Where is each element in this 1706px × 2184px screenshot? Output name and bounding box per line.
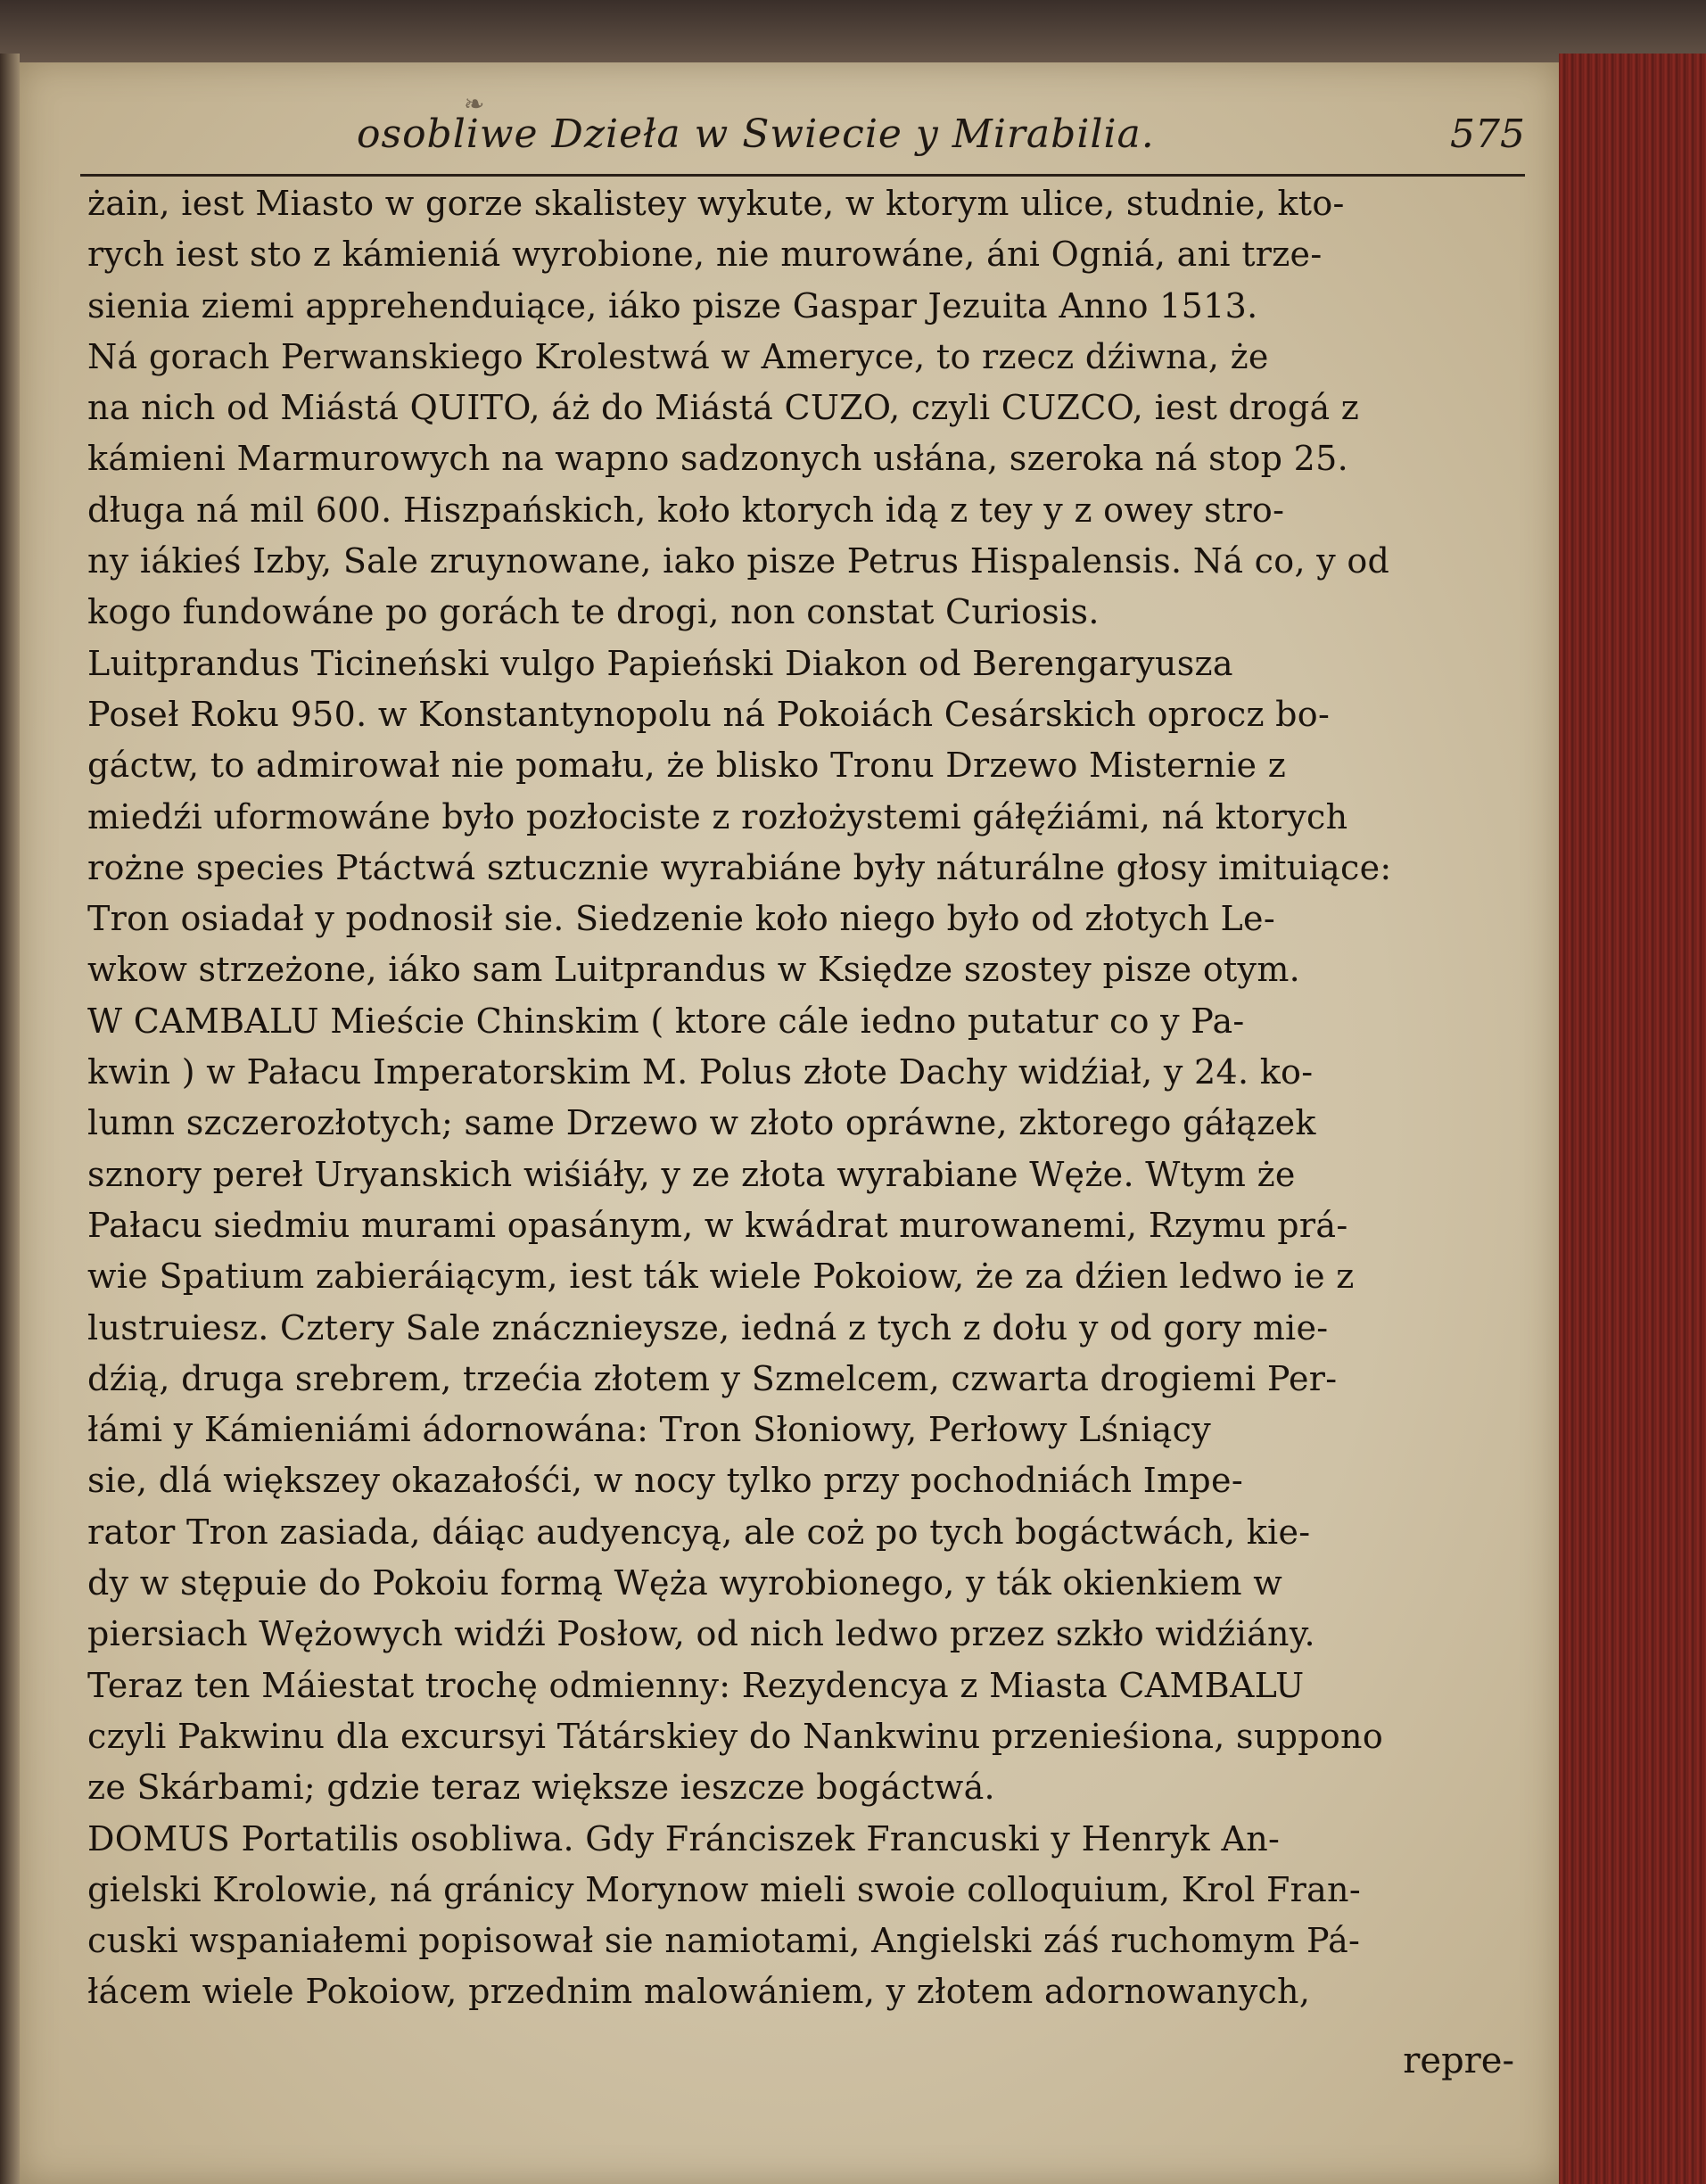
- text-line: łácem wiele Pokoiow, przednim malowániem, y złotem adornowanych,: [87, 1972, 1311, 2012]
- text-line: gielski Krolowie, ná gránicy Morynow mieli swoie colloquium, Krol Fran-: [87, 1869, 1361, 1909]
- text-line: cuski wspaniałemi popisował sie namiotami, Angielski záś ruchomym Pá-: [87, 1921, 1361, 1961]
- text-line: kámieni Marmurowych na wapno sadzonych usłána, szeroka ná stop 25.: [87, 439, 1349, 479]
- text-line: łámi y Kámieniámi ádornowána: Tron Słoniowy, Perłowy Lśniący: [87, 1410, 1211, 1450]
- text-line: gáctw, to admirował nie pomału, że blisko Tronu Drzewo Misternie z: [87, 746, 1287, 786]
- page-edges: [1559, 54, 1706, 2184]
- text-line: DOMUS Portatilis osobliwa. Gdy Fránciszek Francuski y Henryk An-: [87, 1818, 1281, 1858]
- text-line: wkow strzeżone, iáko sam Luitprandus w Księdze szostey pisze otym.: [87, 950, 1301, 990]
- text-line: ny iákieś Izby, Sale zruynowane, iako pisze Petrus Hispalensis. Ná co, y od: [87, 541, 1390, 581]
- text-line: wie Spatium zabieráiącym, iest ták wiele Pokoiow, że za dźien ledwo ie z: [87, 1257, 1355, 1297]
- scan-background: [0, 0, 1706, 71]
- text-line: Teraz ten Máiestat trochę odmienny: Rezydencya z Miasta CAMBALU: [87, 1665, 1305, 1705]
- text-line: sie, dlá większey okazałośći, w nocy tylko przy pochodniách Impe-: [87, 1461, 1243, 1501]
- text-line: Luitprandus Ticineński vulgo Papieński Diakon od Berengaryusza: [87, 643, 1233, 683]
- text-line: kogo fundowáne po gorách te drogi, non constat Curiosis.: [87, 592, 1100, 632]
- text-line: lustruiesz. Cztery Sale znácznieysze, iedná z tych z dołu y od gory mie-: [87, 1307, 1329, 1347]
- text-line: lumn szczerozłotych; same Drzewo w złoto opráwne, zktorego gáłązek: [87, 1103, 1316, 1143]
- text-line: kwin ) w Pałacu Imperatorskim M. Polus złote Dachy widźiał, y 24. ko-: [87, 1052, 1314, 1092]
- body-text: [87, 178, 1514, 2018]
- text-line: piersiach Wężowych widźi Posłow, od nich ledwo przez szkło widźiány.: [87, 1614, 1315, 1654]
- page-number: 575: [1450, 111, 1525, 157]
- binding-gutter: [0, 54, 20, 2184]
- text-line: miedźi uformowáne było pozłociste z rozłożystemi gáłęźiámi, ná ktorych: [87, 796, 1348, 837]
- text-line: czyli Pakwinu dla excursyi Tátárskiey do Nankwinu przenieśiona, suppono: [87, 1716, 1383, 1756]
- text-line: dy w stępuie do Pokoiu formą Węża wyrobionego, y ták okienkiem w: [87, 1563, 1283, 1603]
- text-line: rożne species Ptáctwá sztucznie wyrabiáne były náturálne głosy imituiące:: [87, 847, 1392, 887]
- text-line: rator Tron zasiada, dáiąc audyencyą, ale coż po tych bogáctwách, kie-: [87, 1512, 1311, 1552]
- text-line: ze Skárbami; gdzie teraz większe ieszcze bogáctwá.: [87, 1768, 995, 1808]
- page-header: [80, 111, 1525, 177]
- text-line: Tron osiadał y podnosił sie. Siedzenie koło niego było od złotych Le-: [87, 899, 1275, 939]
- text-line: Pałacu siedmiu murami opasánym, w kwádrat murowanemi, Rzymu prá-: [87, 1205, 1348, 1245]
- running-title: osobliwe Dzieła w Swiecie y Mirabilia.: [357, 111, 1155, 157]
- text-line: rych iest sto z kámieniá wyrobione, nie murowáne, áni Ogniá, ani trze-: [87, 235, 1323, 275]
- text-line: długa ná mil 600. Hiszpańskich, koło ktorych idą z tey y z owey stro-: [87, 490, 1285, 530]
- catchword: repre-: [1403, 2040, 1514, 2081]
- text-line: Ná gorach Perwanskiego Krolestwá w Ameryce, to rzecz dźiwna, że: [87, 336, 1269, 376]
- text-line: sienia ziemi apprehenduiące, iáko pisze Gaspar Jezuita Anno 1513.: [87, 285, 1258, 326]
- text-line: dźią, druga srebrem, trzećia złotem y Szmelcem, czwarta drogiemi Per-: [87, 1358, 1338, 1398]
- text-line: na nich od Miástá QUITO, áż do Miástá CUZO, czyli CUZCO, iest drogá z: [87, 388, 1360, 428]
- text-line: W CAMBALU Mieście Chinskim ( ktore cále iedno putatur co y Pa-: [87, 1001, 1245, 1041]
- text-line: sznory pereł Uryanskich wiśiáły, y ze złota wyrabiane Węże. Wtym że: [87, 1154, 1296, 1194]
- text-line: Poseł Roku 950. w Konstantynopolu ná Pokoiách Cesárskich oprocz bo-: [87, 694, 1331, 734]
- text-line: żain, iest Miasto w gorze skalistey wykute, w ktorym ulice, studnie, kto-: [87, 184, 1345, 223]
- ink-mark-icon: ❧: [464, 89, 485, 119]
